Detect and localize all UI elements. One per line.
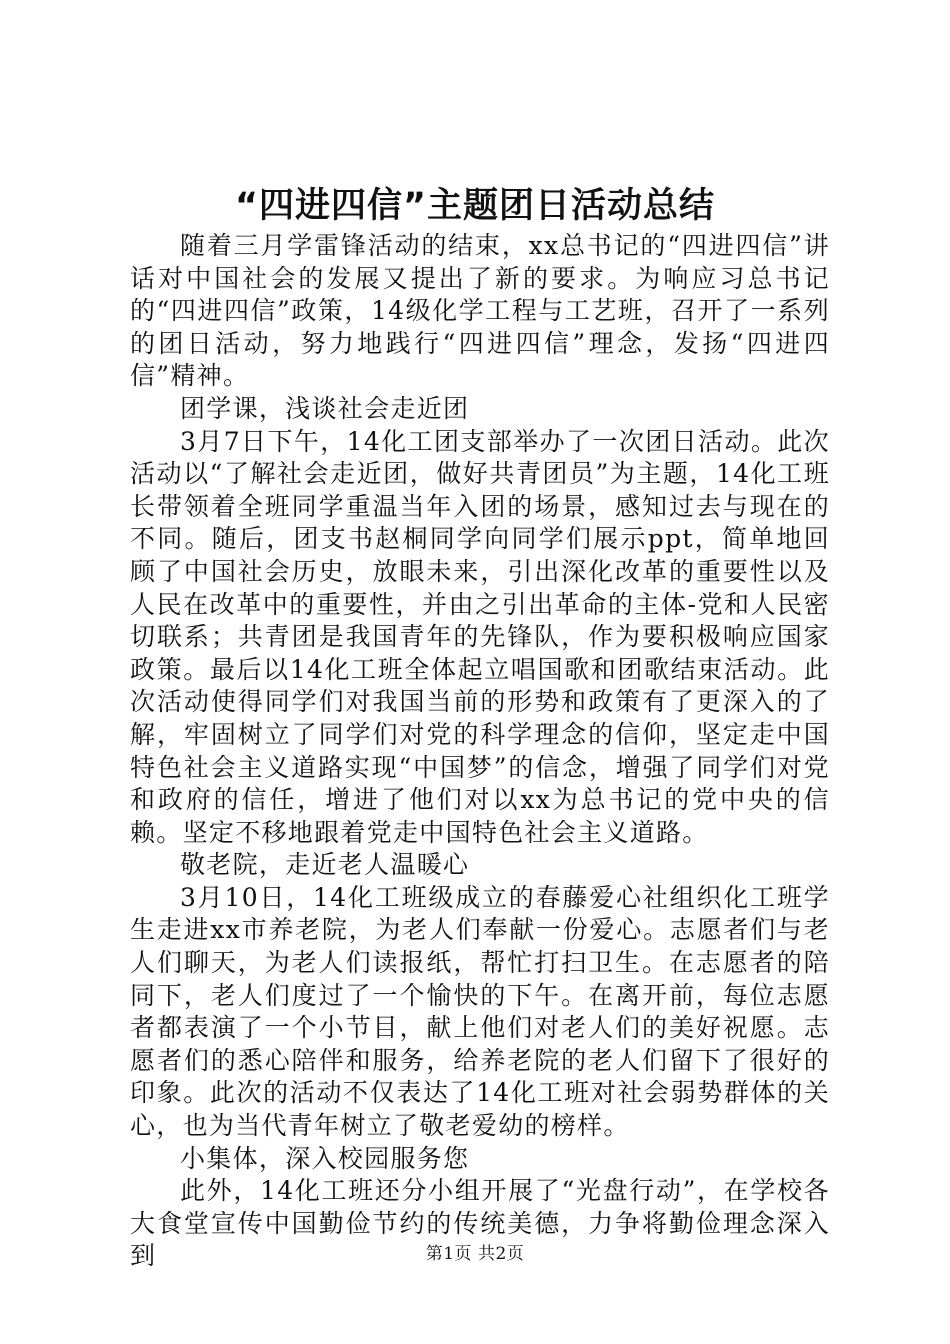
section-heading-campus-service: 小集体，深入校园服务您 [180, 1143, 470, 1173]
intro-paragraph: 随着三月学雷锋活动的结束，xx总书记的“四进四信”讲话对中国社会的发展又提出了新的要求。为响应习总书记的“四进四信”政策，14级化学工程与工艺班，召开了一系列的团日活动，努力地践行“四进四信”理念，发扬“四进四信”精神。 [130, 231, 830, 391]
document-body [130, 230, 830, 1273]
team-class-paragraph: 3月7日下午，14化工团支部举办了一次团日活动。此次活动以“了解社会走近团，做好共青团员”为主题，14化工班长带领着全班同学重温当年入团的场景，感知过去与现在的不同。随后，团支书赵桐同学向同学们展示ppt，简单地回顾了中国社会历史，放眼未来，引出深化改革的重要性以及人民在改革中的重要性，并由之引出革命的主体-党和人民密切联系；共青团是我国青年的先锋队，作为要积极响应国家政策。最后以14化工班全体起立唱国歌和团歌结束活动。此次活动使得同学们对我国当前的形势和政策有了更深入的了解，牢固树立了同学们对党的科学理念的信仰，坚定走中国特色社会主义道路实现“中国梦”的信念，增强了同学们对党和政府的信任，增进了他们对以xx为总书记的党中央的信赖。坚定不移地跟着党走中国特色社会主义道路。 [130, 426, 830, 847]
nursing-home-paragraph: 3月10日，14化工班级成立的春藤爱心社组织化工班学生走进xx市养老院，为老人们奉献一份爱心。志愿者们与老人们聊天，为老人们读报纸，帮忙打扫卫生。在志愿者的陪同下，老人们度过了一个愉快的下午。在离开前，每位志愿者都表演了一个小节目，献上他们对老人们的美好祝愿。志愿者们的悉心陪伴和服务，给养老院的老人们留下了很好的印象。此次的活动不仅表达了14化工班对社会弱势群体的关心，也为当代青年树立了敬老爱幼的榜样。 [130, 882, 830, 1141]
section-heading-team-class: 团学课，浅谈社会走近团 [180, 393, 470, 423]
campus-service-paragraph: 此外，14化工班还分小组开展了“光盘行动”，在学校各大食堂宣传中国勤俭节约的传统美德，力争将勤俭理念深入到 [130, 1176, 830, 1271]
document-title: “四进四信”主题团日活动总结 [234, 186, 715, 226]
section-heading-nursing-home: 敬老院，走近老人温暖心 [180, 850, 470, 880]
page-number-footer: 第1页 共2页 [425, 1244, 525, 1264]
